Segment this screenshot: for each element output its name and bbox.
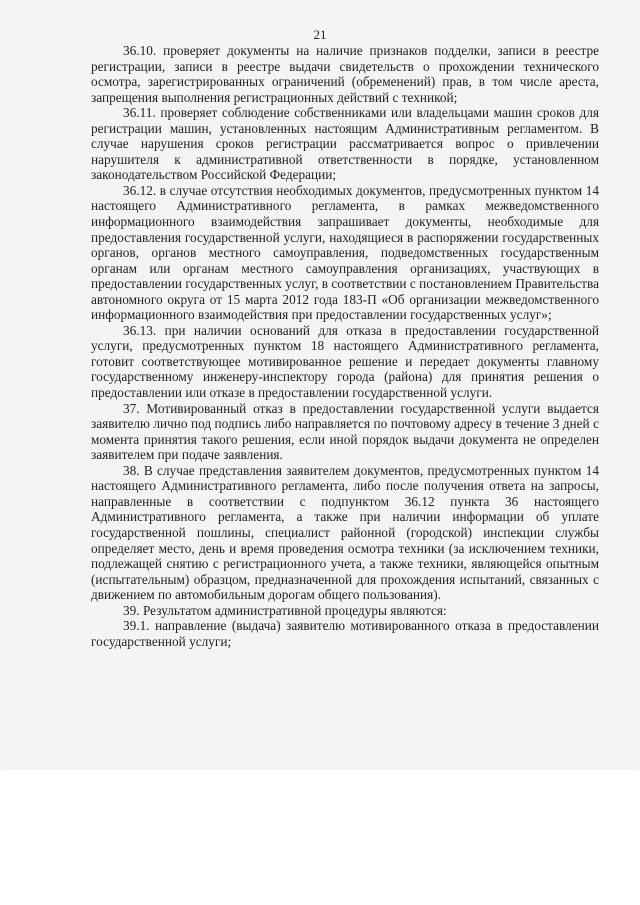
paragraph-36-12: 36.12. в случае отсутствия необходимых документов, предусмотренных пунктом 14 настоящего Административного регламента, в рамках межведомственного информационного взаимодействия запрашивает документы, необходимые для предоставления государственной услуги, находящиеся в распоряжении государственных органов, органов местного самоуправления, подведомственных государственным органам или органам местного самоуправления организациях, участвующих в предоставлении государственных услуг, в соответствии с постановлением Правительства автономного округа от 15 марта 2012 года 183-П «Об организации межведомственного информационного взаимодействия при предоставлении государственных услуг»; xyxy=(91,182,599,323)
paragraph-36-13: 36.13. при наличии оснований для отказа в предоставлении государственной услуги, предусмотренных пунктом 18 настоящего Административного регламента, готовит соответствующее мотивированное решение и передает документы главному государственному инженеру-инспектору города (района) для принятия решения о предоставлении или отказе в предоставлении государственной услуги. xyxy=(91,322,599,401)
paragraph-36-10: 36.10. проверяет документы на наличие признаков подделки, записи в реестре регистрации, записи в реестре выдачи свидетельств о прохождении технического осмотра, зарегистрированных ограничений (обременений) прав, в том числе ареста, запрещения выполнения регистрационных действий с техникой; xyxy=(91,43,599,105)
paragraph-36-11: 36.11. проверяет соблюдение собственниками или владельцами машин сроков для регистрации машин, установленных настоящим Административным регламентом. В случае нарушения сроков регистрации рассматривается вопрос о привлечении нарушителя к административной ответственности в порядке, установленном законодательством Российской Федерации; xyxy=(91,105,599,183)
paragraph-39-1: 39.1. направление (выдача) заявителю мотивированного отказа в предоставлении государственной услуги; xyxy=(91,618,599,649)
paragraph-37: 37. Мотивированный отказ в предоставлении государственной услуги выдается заявителю лично под подпись либо направляется по почтовому адресу в течение 3 дней с момента принятия такого решения, если иной порядок выдачи документа не определен заявителем при подаче заявления. xyxy=(91,400,599,463)
page-number: 21 xyxy=(313,27,327,42)
paragraph-39: 39. Результатом административной процедуры являются: xyxy=(123,602,447,618)
paragraph-38: 38. В случае представления заявителем документов, предусмотренных пунктом 14 настоящего Административного регламента, либо после получения ответа на запросы, направленные в соответствии с подпунктом 36.12 пункта 36 настоящего Административного регламента, а также при наличии информации об уплате государственной пошлины, специалист районной (городской) инспекции службы определяет место, день и время проведения осмотра техники (за исключением техники, подлежащей снятию с регистрационного учета, а также техники, являющейся опытным (испытательным) образцом, предназначенной для прохождения испытаний, связанных с движением по автомобильным дорогам общего пользования). xyxy=(91,462,599,603)
document-body xyxy=(91,43,599,649)
